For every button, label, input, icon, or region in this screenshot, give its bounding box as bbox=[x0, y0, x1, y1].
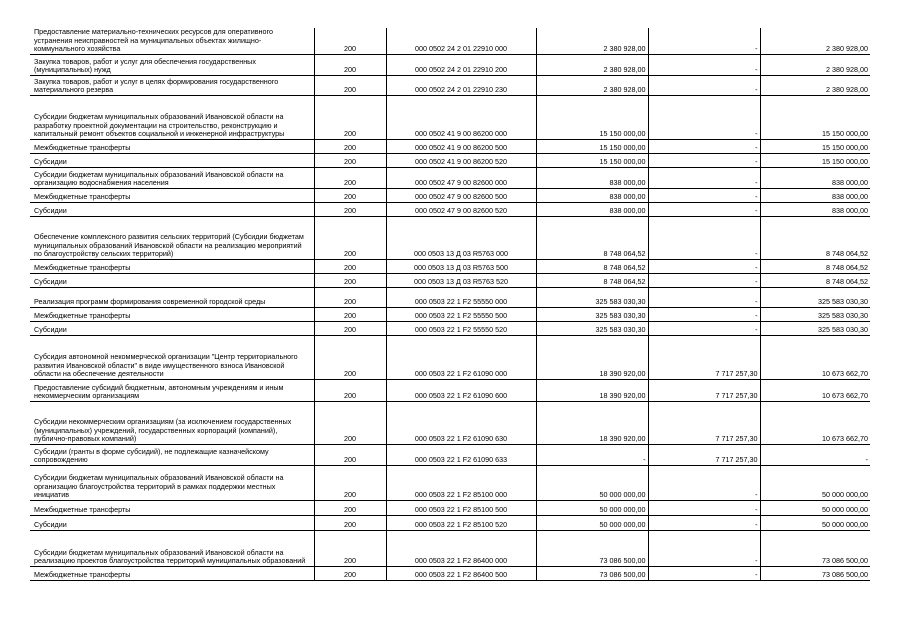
row-name-cell: Межбюджетные трансферты bbox=[30, 188, 314, 202]
row-approved-amount-cell: 325 583 030,30 bbox=[536, 307, 648, 321]
row-executed-amount-cell: - bbox=[648, 28, 760, 54]
row-code-cell: 200 bbox=[314, 444, 386, 465]
row-unexecuted-amount-cell: 15 150 000,00 bbox=[760, 139, 870, 153]
row-unexecuted-amount-cell: 50 000 000,00 bbox=[760, 500, 870, 515]
row-approved-amount-cell: 15 150 000,00 bbox=[536, 153, 648, 167]
row-classification-cell: 000 0502 47 9 00 82600 000 bbox=[386, 167, 536, 188]
row-unexecuted-amount-cell: 325 583 030,30 bbox=[760, 287, 870, 307]
row-unexecuted-amount-cell: 73 086 500,00 bbox=[760, 530, 870, 566]
row-name-cell: Предоставление субсидий бюджетным, автономным учреждениям и иным некоммерческим организациям bbox=[30, 379, 314, 401]
table-row bbox=[30, 321, 872, 335]
row-classification-cell: 000 0502 24 2 01 22910 200 bbox=[386, 54, 536, 75]
row-unexecuted-amount-cell: 15 150 000,00 bbox=[760, 153, 870, 167]
row-code-cell: 200 bbox=[314, 259, 386, 273]
row-executed-amount-cell: 7 717 257,30 bbox=[648, 401, 760, 444]
table-row bbox=[30, 335, 872, 379]
row-approved-amount-cell: 2 380 928,00 bbox=[536, 54, 648, 75]
row-classification-cell: 000 0502 24 2 01 22910 230 bbox=[386, 75, 536, 95]
row-classification-cell: 000 0503 22 1 F2 55550 500 bbox=[386, 307, 536, 321]
row-approved-amount-cell: 838 000,00 bbox=[536, 188, 648, 202]
table-row bbox=[30, 188, 872, 202]
row-code-cell: 200 bbox=[314, 167, 386, 188]
row-classification-cell: 000 0503 22 1 F2 86400 000 bbox=[386, 530, 536, 566]
row-executed-amount-cell: - bbox=[648, 139, 760, 153]
row-unexecuted-amount-cell: 2 380 928,00 bbox=[760, 75, 870, 95]
table-row bbox=[30, 54, 872, 75]
row-approved-amount-cell: 50 000 000,00 bbox=[536, 515, 648, 530]
row-name-cell: Предоставление материально-технических ресурсов для оперативного устранения неисправностей на муниципальных объектах жилищно-коммунального хозяйства bbox=[30, 28, 314, 54]
row-code-cell: 200 bbox=[314, 321, 386, 335]
table-row bbox=[30, 216, 872, 259]
row-approved-amount-cell: 73 086 500,00 bbox=[536, 530, 648, 566]
row-approved-amount-cell: 18 390 920,00 bbox=[536, 335, 648, 379]
row-name-cell: Межбюджетные трансферты bbox=[30, 566, 314, 580]
row-unexecuted-amount-cell: 838 000,00 bbox=[760, 202, 870, 216]
row-approved-amount-cell: 325 583 030,30 bbox=[536, 321, 648, 335]
table-row bbox=[30, 167, 872, 188]
row-code-cell: 200 bbox=[314, 515, 386, 530]
row-name-cell: Субсидии bbox=[30, 202, 314, 216]
row-name-cell: Межбюджетные трансферты bbox=[30, 259, 314, 273]
row-approved-amount-cell: 8 748 064,52 bbox=[536, 216, 648, 259]
row-unexecuted-amount-cell: 15 150 000,00 bbox=[760, 95, 870, 139]
row-unexecuted-amount-cell: 50 000 000,00 bbox=[760, 465, 870, 500]
row-classification-cell: 000 0503 22 1 F2 55550 000 bbox=[386, 287, 536, 307]
row-code-cell: 200 bbox=[314, 202, 386, 216]
row-executed-amount-cell: - bbox=[648, 95, 760, 139]
row-name-cell: Субсидия автономной некоммерческой организации "Центр территориального развития Ивановской области" в виде имущественного взноса Ивановской области на обеспечение деятельности bbox=[30, 335, 314, 379]
row-executed-amount-cell: - bbox=[648, 321, 760, 335]
row-name-cell: Межбюджетные трансферты bbox=[30, 139, 314, 153]
table-row bbox=[30, 566, 872, 580]
row-approved-amount-cell: - bbox=[536, 444, 648, 465]
row-unexecuted-amount-cell: 10 673 662,70 bbox=[760, 379, 870, 401]
row-name-cell: Закупка товаров, работ и услуг для обеспечения государственных (муниципальных) нужд bbox=[30, 54, 314, 75]
row-approved-amount-cell: 8 748 064,52 bbox=[536, 259, 648, 273]
row-executed-amount-cell: - bbox=[648, 530, 760, 566]
row-unexecuted-amount-cell: 2 380 928,00 bbox=[760, 28, 870, 54]
budget-execution-table bbox=[30, 28, 873, 581]
row-executed-amount-cell: - bbox=[648, 259, 760, 273]
table-row bbox=[30, 273, 872, 287]
table-body bbox=[30, 28, 872, 580]
row-name-cell: Субсидии bbox=[30, 515, 314, 530]
row-executed-amount-cell: - bbox=[648, 273, 760, 287]
table-row bbox=[30, 515, 872, 530]
table-row bbox=[30, 153, 872, 167]
row-unexecuted-amount-cell: 838 000,00 bbox=[760, 188, 870, 202]
row-executed-amount-cell: - bbox=[648, 54, 760, 75]
row-name-cell: Субсидии бюджетам муниципальных образований Ивановской области на разработку проектной документации на строительство, реконструкцию и капитальный ремонт объектов социальной и инженерной инфраструктуры bbox=[30, 95, 314, 139]
row-name-cell: Межбюджетные трансферты bbox=[30, 307, 314, 321]
row-executed-amount-cell: - bbox=[648, 216, 760, 259]
row-approved-amount-cell: 18 390 920,00 bbox=[536, 379, 648, 401]
row-name-cell: Субсидии бюджетам муниципальных образований Ивановской области на реализацию проектов благоустройства территорий муниципальных образований bbox=[30, 530, 314, 566]
table-row bbox=[30, 259, 872, 273]
row-classification-cell: 000 0503 22 1 F2 85100 500 bbox=[386, 500, 536, 515]
row-name-cell: Реализация программ формирования современной городской среды bbox=[30, 287, 314, 307]
row-code-cell: 200 bbox=[314, 188, 386, 202]
row-code-cell: 200 bbox=[314, 28, 386, 54]
row-name-cell: Субсидии bbox=[30, 273, 314, 287]
table-row bbox=[30, 379, 872, 401]
row-classification-cell: 000 0502 41 9 00 86200 520 bbox=[386, 153, 536, 167]
row-executed-amount-cell: - bbox=[648, 307, 760, 321]
row-name-cell: Обеспечение комплексного развития сельских территорий (Субсидии бюджетам муниципальных образований Ивановской области на реализацию мероприятий по благоустройству сельских территорий) bbox=[30, 216, 314, 259]
row-code-cell: 200 bbox=[314, 216, 386, 259]
row-classification-cell: 000 0503 13 Д 03 R5763 000 bbox=[386, 216, 536, 259]
row-name-cell: Субсидии бюджетам муниципальных образований Ивановской области на организацию водоснабжения населения bbox=[30, 167, 314, 188]
row-approved-amount-cell: 838 000,00 bbox=[536, 167, 648, 188]
row-approved-amount-cell: 2 380 928,00 bbox=[536, 28, 648, 54]
row-name-cell: Субсидии некоммерческим организациям (за исключением государственных (муниципальных) учреждений, государственных корпораций (компаний), публично-правовых компаний) bbox=[30, 401, 314, 444]
row-executed-amount-cell: 7 717 257,30 bbox=[648, 444, 760, 465]
row-approved-amount-cell: 15 150 000,00 bbox=[536, 95, 648, 139]
table-row bbox=[30, 530, 872, 566]
row-executed-amount-cell: - bbox=[648, 188, 760, 202]
row-executed-amount-cell: - bbox=[648, 167, 760, 188]
row-unexecuted-amount-cell: - bbox=[760, 444, 870, 465]
row-name-cell: Субсидии бюджетам муниципальных образований Ивановской области на организацию благоустройства территорий в рамках поддержки местных инициатив bbox=[30, 465, 314, 500]
row-approved-amount-cell: 15 150 000,00 bbox=[536, 139, 648, 153]
row-classification-cell: 000 0503 22 1 F2 86400 500 bbox=[386, 566, 536, 580]
row-unexecuted-amount-cell: 8 748 064,52 bbox=[760, 216, 870, 259]
row-code-cell: 200 bbox=[314, 54, 386, 75]
row-classification-cell: 000 0503 22 1 F2 55550 520 bbox=[386, 321, 536, 335]
row-name-cell: Субсидии bbox=[30, 153, 314, 167]
row-name-cell: Закупка товаров, работ и услуг в целях формирования государственного материального резерва bbox=[30, 75, 314, 95]
row-unexecuted-amount-cell: 325 583 030,30 bbox=[760, 307, 870, 321]
table-row bbox=[30, 500, 872, 515]
row-classification-cell: 000 0502 41 9 00 86200 000 bbox=[386, 95, 536, 139]
row-approved-amount-cell: 325 583 030,30 bbox=[536, 287, 648, 307]
table-row bbox=[30, 75, 872, 95]
row-classification-cell: 000 0503 13 Д 03 R5763 500 bbox=[386, 259, 536, 273]
row-name-cell: Межбюджетные трансферты bbox=[30, 500, 314, 515]
table-row bbox=[30, 287, 872, 307]
table-row bbox=[30, 401, 872, 444]
row-name-cell: Субсидии bbox=[30, 321, 314, 335]
row-executed-amount-cell: 7 717 257,30 bbox=[648, 379, 760, 401]
row-executed-amount-cell: - bbox=[648, 515, 760, 530]
row-unexecuted-amount-cell: 325 583 030,30 bbox=[760, 321, 870, 335]
row-classification-cell: 000 0503 22 1 F2 61090 000 bbox=[386, 335, 536, 379]
row-executed-amount-cell: - bbox=[648, 75, 760, 95]
row-classification-cell: 000 0503 13 Д 03 R5763 520 bbox=[386, 273, 536, 287]
row-executed-amount-cell: - bbox=[648, 566, 760, 580]
row-unexecuted-amount-cell: 73 086 500,00 bbox=[760, 566, 870, 580]
row-unexecuted-amount-cell: 10 673 662,70 bbox=[760, 335, 870, 379]
row-classification-cell: 000 0503 22 1 F2 85100 000 bbox=[386, 465, 536, 500]
table-row bbox=[30, 307, 872, 321]
row-executed-amount-cell: - bbox=[648, 500, 760, 515]
row-code-cell: 200 bbox=[314, 139, 386, 153]
row-unexecuted-amount-cell: 8 748 064,52 bbox=[760, 273, 870, 287]
row-code-cell: 200 bbox=[314, 307, 386, 321]
budget-execution-sheet bbox=[30, 28, 872, 581]
row-classification-cell: 000 0503 22 1 F2 61090 630 bbox=[386, 401, 536, 444]
row-code-cell: 200 bbox=[314, 335, 386, 379]
row-executed-amount-cell: - bbox=[648, 153, 760, 167]
row-unexecuted-amount-cell: 8 748 064,52 bbox=[760, 259, 870, 273]
row-executed-amount-cell: - bbox=[648, 202, 760, 216]
table-row bbox=[30, 28, 872, 54]
row-approved-amount-cell: 73 086 500,00 bbox=[536, 566, 648, 580]
row-classification-cell: 000 0503 22 1 F2 85100 520 bbox=[386, 515, 536, 530]
row-name-cell: Субсидии (гранты в форме субсидий), не подлежащие казначейскому сопровождению bbox=[30, 444, 314, 465]
row-code-cell: 200 bbox=[314, 500, 386, 515]
row-code-cell: 200 bbox=[314, 273, 386, 287]
row-classification-cell: 000 0502 24 2 01 22910 000 bbox=[386, 28, 536, 54]
row-code-cell: 200 bbox=[314, 465, 386, 500]
row-code-cell: 200 bbox=[314, 95, 386, 139]
table-row bbox=[30, 139, 872, 153]
row-executed-amount-cell: 7 717 257,30 bbox=[648, 335, 760, 379]
row-approved-amount-cell: 50 000 000,00 bbox=[536, 500, 648, 515]
row-code-cell: 200 bbox=[314, 153, 386, 167]
row-classification-cell: 000 0502 47 9 00 82600 520 bbox=[386, 202, 536, 216]
row-approved-amount-cell: 838 000,00 bbox=[536, 202, 648, 216]
table-row bbox=[30, 444, 872, 465]
row-approved-amount-cell: 50 000 000,00 bbox=[536, 465, 648, 500]
row-executed-amount-cell: - bbox=[648, 465, 760, 500]
row-unexecuted-amount-cell: 2 380 928,00 bbox=[760, 54, 870, 75]
row-approved-amount-cell: 8 748 064,52 bbox=[536, 273, 648, 287]
row-classification-cell: 000 0502 41 9 00 86200 500 bbox=[386, 139, 536, 153]
table-row bbox=[30, 465, 872, 500]
row-code-cell: 200 bbox=[314, 566, 386, 580]
row-code-cell: 200 bbox=[314, 379, 386, 401]
row-code-cell: 200 bbox=[314, 287, 386, 307]
row-code-cell: 200 bbox=[314, 530, 386, 566]
row-unexecuted-amount-cell: 10 673 662,70 bbox=[760, 401, 870, 444]
row-unexecuted-amount-cell: 838 000,00 bbox=[760, 167, 870, 188]
row-code-cell: 200 bbox=[314, 75, 386, 95]
row-classification-cell: 000 0503 22 1 F2 61090 600 bbox=[386, 379, 536, 401]
row-unexecuted-amount-cell: 50 000 000,00 bbox=[760, 515, 870, 530]
row-approved-amount-cell: 18 390 920,00 bbox=[536, 401, 648, 444]
row-approved-amount-cell: 2 380 928,00 bbox=[536, 75, 648, 95]
row-executed-amount-cell: - bbox=[648, 287, 760, 307]
table-row bbox=[30, 202, 872, 216]
row-code-cell: 200 bbox=[314, 401, 386, 444]
row-classification-cell: 000 0502 47 9 00 82600 500 bbox=[386, 188, 536, 202]
row-classification-cell: 000 0503 22 1 F2 61090 633 bbox=[386, 444, 536, 465]
table-row bbox=[30, 95, 872, 139]
